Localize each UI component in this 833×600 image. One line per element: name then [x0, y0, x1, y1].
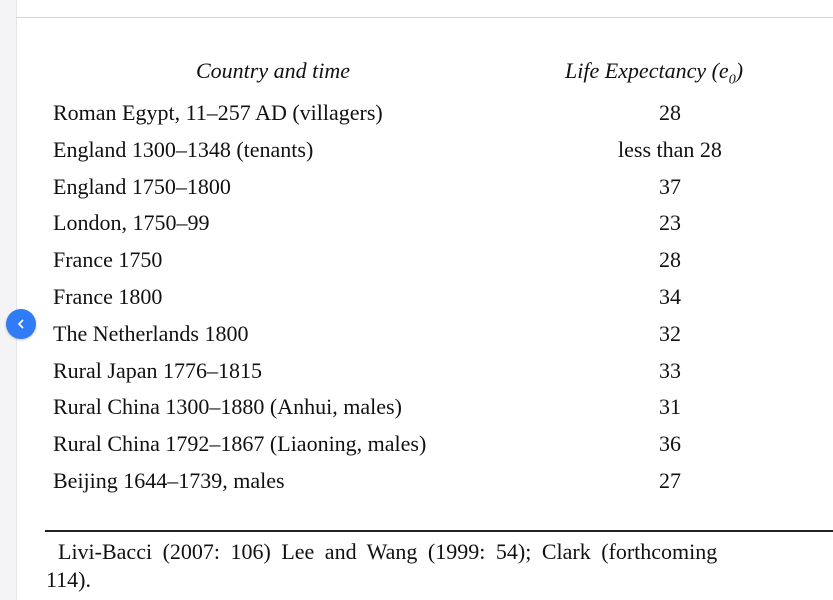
value-cell: 32 [659, 320, 681, 346]
value-cell: 37 [659, 173, 681, 199]
source-note-line-2: 114). [46, 567, 92, 592]
table-row [53, 97, 813, 134]
table-row [53, 207, 813, 244]
column-header-country: Country and time [196, 58, 350, 83]
table-row [53, 465, 813, 502]
country-cell: Beijing 1644–1739, males [53, 467, 285, 493]
value-cell: 27 [659, 467, 681, 493]
value-cell: less than 28 [618, 136, 722, 162]
country-cell: Rural China 1792–1867 (Liaoning, males) [53, 431, 427, 457]
column-header-life-expectancy [565, 57, 743, 94]
country-cell: Rural China 1300–1880 (Anhui, males) [53, 394, 402, 420]
table-row [53, 244, 813, 281]
country-cell: England 1750–1800 [53, 173, 231, 199]
country-cell: France 1800 [53, 283, 163, 309]
value-cell: 34 [659, 283, 681, 309]
chevron-left-icon [15, 318, 27, 330]
life-expectancy-table [53, 97, 813, 502]
back-nav-button[interactable] [6, 309, 36, 339]
value-cell: 36 [659, 431, 681, 457]
life-header-prefix: Life Expectancy (e [565, 58, 729, 83]
table-row [53, 281, 813, 318]
table-row [53, 318, 813, 355]
table-row [53, 428, 813, 465]
value-cell: 23 [659, 210, 681, 236]
table-row [53, 134, 813, 171]
country-cell: Roman Egypt, 11–257 AD (villagers) [53, 100, 383, 125]
table-bottom-rule [45, 530, 833, 532]
table-row [53, 355, 813, 392]
country-cell: London, 1750–99 [53, 210, 210, 236]
life-header-subscript: 0 [728, 72, 736, 88]
value-cell: 33 [659, 357, 681, 383]
table-row [53, 391, 813, 428]
source-note-line-1: Livi-Bacci (2007: 106) Lee and Wang (1999: 54); Clark (forthcoming [58, 539, 718, 564]
life-header-suffix: ) [735, 58, 744, 83]
value-cell: 31 [659, 394, 681, 420]
value-cell: 28 [659, 247, 681, 273]
country-cell: England 1300–1348 (tenants) [53, 136, 314, 162]
value-cell: 28 [659, 100, 681, 125]
left-margin-strip [0, 0, 17, 600]
country-cell: Rural Japan 1776–1815 [53, 357, 262, 383]
top-divider [16, 17, 833, 18]
country-cell: France 1750 [53, 247, 163, 273]
table-row [53, 171, 813, 208]
country-cell: The Netherlands 1800 [53, 320, 249, 346]
